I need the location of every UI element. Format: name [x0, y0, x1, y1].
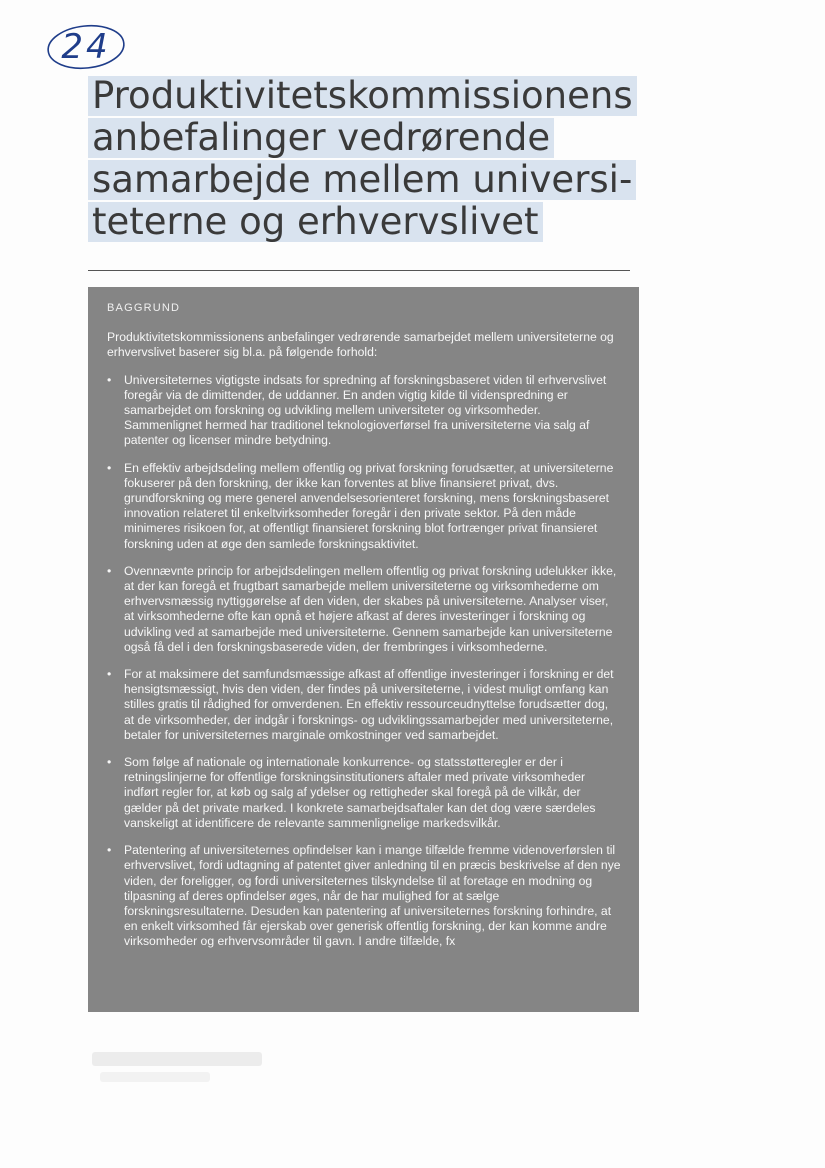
- bleed-through-shadow: [100, 1072, 210, 1082]
- page-title: [88, 76, 648, 244]
- list-item-text: En effektiv arbejdsdeling mellem offentlig og privat forskning forudsætter, at universiteterne fokuserer på den forskning, der ikke kan forventes at blive finansieret privat, dvs. grundforskning og mere generel anvendelsesorienteret forskning, mens forskningsbaseret innovation relateret til enkeltvirksomheder foregår i den private sektor. På den måde minimeres risikoen for, at offentligt finansieret forskning blot fortrænger privat finansieret forskning uden at øge den samlede forskningsaktivitet.: [124, 460, 614, 551]
- title-divider: [88, 270, 630, 271]
- bullet-icon: •: [107, 667, 112, 682]
- list-item: [107, 667, 621, 743]
- list-item-text: Universiteternes vigtigste indsats for spredning af forskningsbaseret viden til erhvervslivet foregår via de dimittender, de uddanner. En anden vigtig kilde til videnspredning er samarbejdet om forskning og udvikling mellem universiteter og virksomheder. Sammenlignet hermed har traditionel teknologioverførsel fra universiteterne via salg af patenter og licenser mindre betydning.: [124, 372, 607, 448]
- title-line: samarbejde mellem universi-: [88, 160, 636, 200]
- list-item-text: For at maksimere det samfundsmæssige afkast af offentlige investeringer i forskning er det hensigtsmæssigt, hvis den viden, der findes på universiteterne, i videst muligt omfang kan stilles gratis til rådighed for omverdenen. En effektiv ressourceudnyttelse forudsætter dog, at de virksomheder, der indgår i forsknings- og udviklingssamarbejder med universiteterne, betaler for universiteternes marginale omkostninger ved samarbejdet.: [124, 667, 614, 742]
- title-line: teterne og erhvervslivet: [88, 202, 543, 242]
- bleed-through-shadow: [92, 1052, 262, 1066]
- page-number-text: 24: [61, 27, 111, 67]
- list-item-text: Ovennævnte princip for arbejdsdelingen mellem offentlig og privat forskning udelukker ikke, at der kan foregå et frugtbart samarbejde mellem universiteterne og virksomhederne om erhvervsmæssig nyttiggørelse af den viden, der skabes på universiteterne. Analyser viser, at virksomhederne ofte kan opnå et højere afkast af deres investeringer i forskning og udvikling ved at samarbejde med universiteterne. Gennem samarbejde kan universiteterne også få del i den forskningsbaserede viden, der frembringes i virksomhederne.: [124, 563, 617, 654]
- title-line: anbefalinger vedrørende: [88, 118, 554, 158]
- list-item: [107, 564, 621, 655]
- handwritten-page-number: [44, 22, 128, 72]
- list-item-text: Patentering af universiteternes opfindelser kan i mange tilfælde fremme videnoverførslen til erhvervslivet, fordi udtagning af patentet giver anledning til en præcis beskrivelse af den nye viden, der foreligger, og fordi universiteternes tilskyndelse til at foretage en modning og tilpasning af deres opfindelser øges, når de har mulighed for at sælge forskningsresultaterne. Desuden kan patentering af universiteternes forskning forhindre, at en enkelt virksomhed får ejerskab over generisk offentlig forskning, der kan komme andre virksomheder og erhvervsområder til gavn. I andre tilfælde, fx: [124, 843, 621, 949]
- list-item-text: Som følge af nationale og internationale konkurrence- og statsstøtteregler er der i retningslinjerne for offentlige forskningsinstitutioners aftaler med private virksomheder indført regler for, at køb og salg af ydelser og rettigheder skal foregå på de vilkår, der gælder på det private marked. I konkrete samarbejdsaftaler kan det dog være særdeles vanskeligt at identificere de relevante sammenlignelige markedsvilkår.: [124, 755, 596, 830]
- list-item: [107, 843, 621, 949]
- bullet-list: [107, 373, 621, 950]
- box-intro: Produktivitetskommissionens anbefalinger vedrørende samarbejdet mellem universiteterne og erhvervslivet baserer sig bl.a. på følgende forhold:: [107, 330, 614, 360]
- bullet-icon: •: [107, 372, 112, 387]
- title-line: Produktivitetskommissionens: [88, 76, 637, 116]
- list-item: [107, 373, 621, 449]
- box-heading: BAGGRUND: [107, 302, 181, 314]
- list-item: [107, 755, 621, 831]
- bullet-icon: •: [107, 460, 112, 475]
- list-item: [107, 461, 621, 552]
- bullet-icon: •: [107, 755, 112, 770]
- background-box: [88, 287, 639, 1012]
- bullet-icon: •: [107, 843, 112, 858]
- bullet-icon: •: [107, 563, 112, 578]
